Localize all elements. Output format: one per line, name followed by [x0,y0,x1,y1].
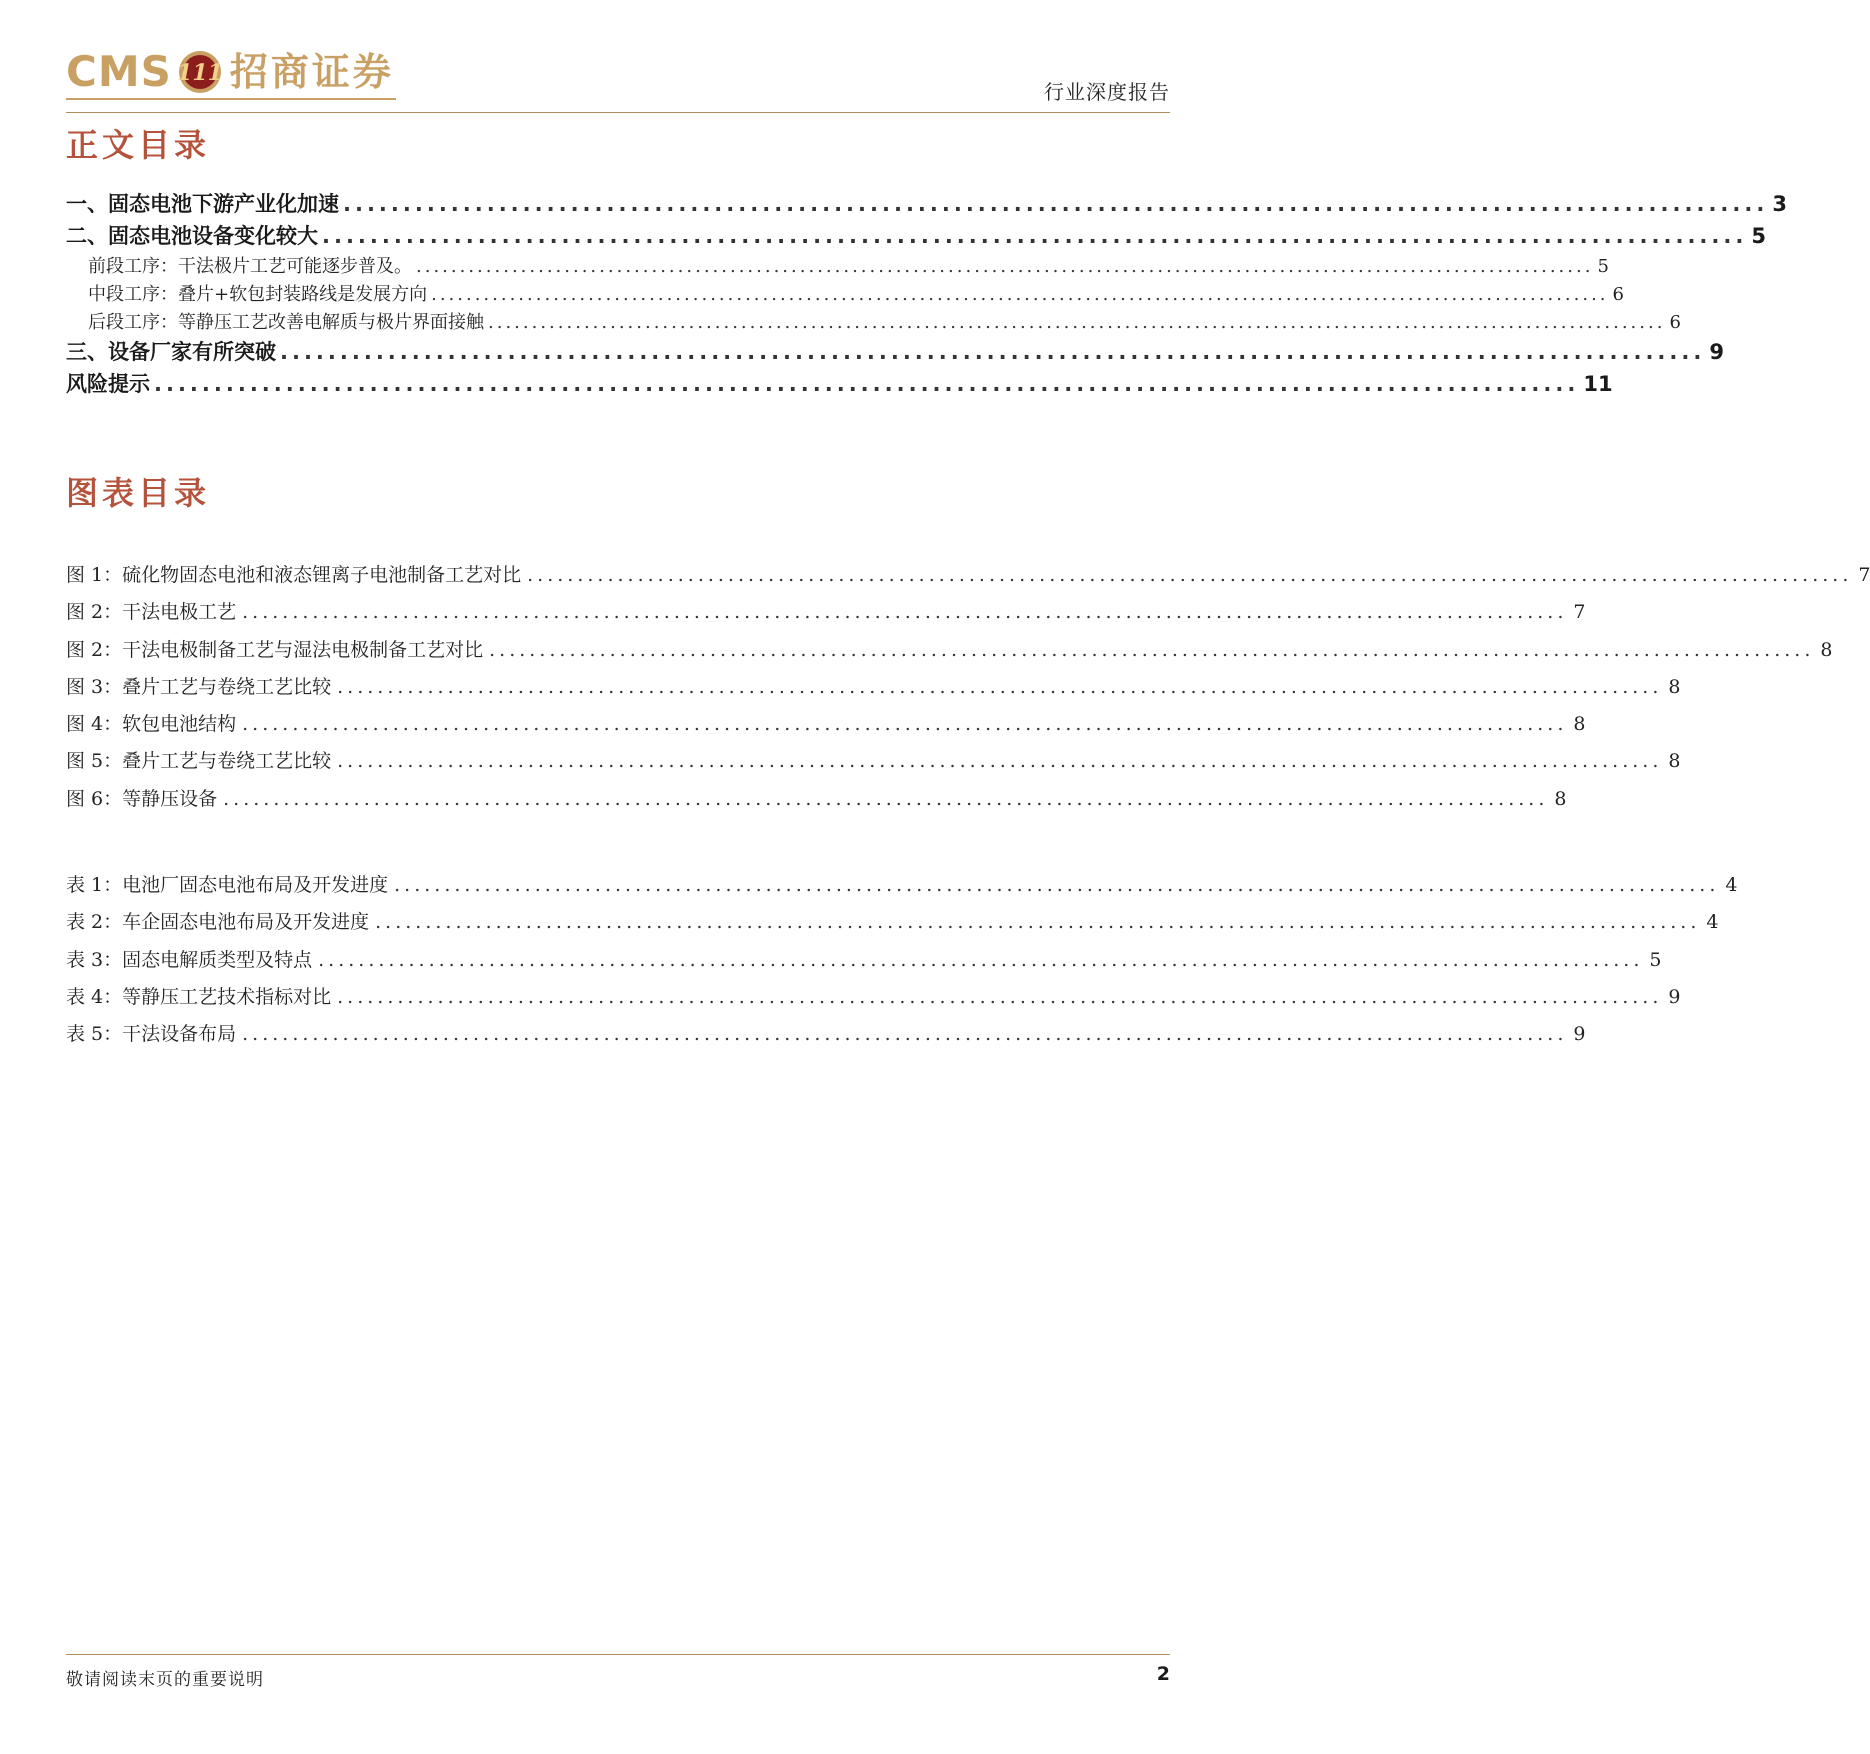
dot-leader: ....................................................................................................................................... [488,312,1666,333]
figure-entry-page: 8 [1554,787,1567,810]
dot-leader: ....................................................................................................................... [343,192,1769,216]
logo-underline [66,98,396,100]
table-list [66,870,1738,1056]
dot-leader: .................................................................................................................................... [375,911,1701,934]
toc-entry-page: 5 [1751,224,1766,248]
dot-leader: .................................................................................................................................... [527,564,1853,586]
toc-entry-page: 9 [1709,340,1724,364]
dot-leader: ....................................................................................................................... [280,340,1706,364]
toc-entry-page: 5 [1597,256,1609,277]
toc-entry[interactable] [66,336,1724,368]
dot-leader: .................................................................................................................................... [318,948,1644,971]
disclaimer-note: 敬请阅读末页的重要说明 [66,1670,264,1690]
report-type-label: 行业深度报告 [1044,80,1170,104]
table-entry-page: 9 [1573,1023,1586,1046]
table-entry[interactable] [66,1019,1586,1056]
figure-entry-page: 8 [1668,750,1681,773]
table-entry-label: 表 2：车企固态电池布局及开发进度 [66,911,370,934]
figure-entry-page: 7 [1573,601,1586,624]
toc-list [66,188,1787,400]
figures-title: 图表目录 [66,474,211,512]
figure-entry-label: 图 2：干法电极制备工艺与湿法电极制备工艺对比 [66,638,484,661]
table-entry[interactable] [66,982,1681,1019]
figure-entry-page: 7 [1858,564,1870,586]
toc-title: 正文目录 [66,126,211,164]
toc-entry-page: 6 [1612,284,1624,305]
logo-text: CMS [66,47,172,96]
dot-leader: .................................................................................................................................... [242,601,1568,624]
toc-entry-page: 3 [1772,192,1787,216]
toc-subentry[interactable] [66,308,1681,336]
table-entry-page: 5 [1649,948,1662,971]
figure-entry[interactable] [66,635,1833,672]
toc-entry[interactable] [66,368,1613,400]
table-entry-label: 表 1：电池厂固态电池布局及开发进度 [66,874,389,896]
toc-entry[interactable] [66,188,1787,220]
figure-entry[interactable] [66,560,1870,597]
figure-entry[interactable] [66,746,1681,783]
dot-leader: .................................................................................................................................... [337,750,1663,773]
dot-leader: ....................................................................................................................... [322,224,1748,248]
figure-entry[interactable] [66,672,1681,709]
figure-entry-label: 图 3：叠片工艺与卷绕工艺比较 [66,675,332,698]
toc-entry-label: 一、固态电池下游产业化加速 [66,192,339,216]
toc-entry-page: 11 [1583,372,1613,396]
table-entry-page: 4 [1725,874,1738,896]
dot-leader: .................................................................................................................................... [394,874,1720,896]
svg-text:111: 111 [176,60,223,86]
dot-leader: ....................................................................................................................................... [431,284,1609,305]
toc-subentry[interactable] [66,252,1609,280]
cms-emblem-icon [178,50,222,94]
toc-entry-label: 二、固态电池设备变化较大 [66,224,318,248]
table-entry-page: 9 [1668,985,1681,1008]
figure-list [66,560,1870,821]
table-entry[interactable] [66,907,1719,944]
figure-entry-label: 图 5：叠片工艺与卷绕工艺比较 [66,750,332,773]
dot-leader: .................................................................................................................................... [242,713,1568,736]
toc-entry-page: 6 [1669,312,1681,333]
toc-entry[interactable] [66,220,1766,252]
cms-logo [66,46,394,98]
figure-entry-page: 8 [1820,638,1833,661]
dot-leader: ....................................................................................................................... [154,372,1580,396]
page-footer [66,1654,1170,1690]
figure-entry-page: 8 [1668,675,1681,698]
figure-entry[interactable] [66,784,1567,821]
toc-entry-label: 后段工序：等静压工艺改善电解质与极片界面接触 [88,312,484,333]
figure-entry-label: 图 1：硫化物固态电池和液态锂离子电池制备工艺对比 [66,564,522,586]
figure-entry-label: 图 6：等静压设备 [66,787,218,810]
table-entry[interactable] [66,945,1662,982]
figure-entry-label: 图 4：软包电池结构 [66,713,237,736]
figure-entry[interactable] [66,709,1586,746]
table-entry-page: 4 [1706,911,1719,934]
table-entry[interactable] [66,870,1738,907]
toc-entry-label: 前段工序：干法极片工艺可能逐步普及。 [88,256,412,277]
logo-chinese-name: 招商证券 [229,50,394,94]
dot-leader: .................................................................................................................................... [489,638,1815,661]
toc-entry-label: 风险提示 [66,372,150,396]
toc-entry-label: 中段工序：叠片+软包封装路线是发展方向 [88,284,428,305]
dot-leader: .................................................................................................................................... [242,1023,1568,1046]
figure-entry[interactable] [66,597,1586,634]
dot-leader: .................................................................................................................................... [223,787,1549,810]
page-header [66,40,1170,113]
dot-leader: .................................................................................................................................... [337,985,1663,1008]
toc-entry-label: 三、设备厂家有所突破 [66,340,276,364]
table-entry-label: 表 5：干法设备布局 [66,1023,237,1046]
figure-entry-label: 图 2：干法电极工艺 [66,601,237,624]
figure-entry-page: 8 [1573,713,1586,736]
page-number: 2 [1156,1663,1170,1685]
dot-leader: ....................................................................................................................................... [416,256,1594,277]
table-entry-label: 表 3：固态电解质类型及特点 [66,948,313,971]
dot-leader: .................................................................................................................................... [337,675,1663,698]
table-entry-label: 表 4：等静压工艺技术指标对比 [66,985,332,1008]
toc-subentry[interactable] [66,280,1624,308]
